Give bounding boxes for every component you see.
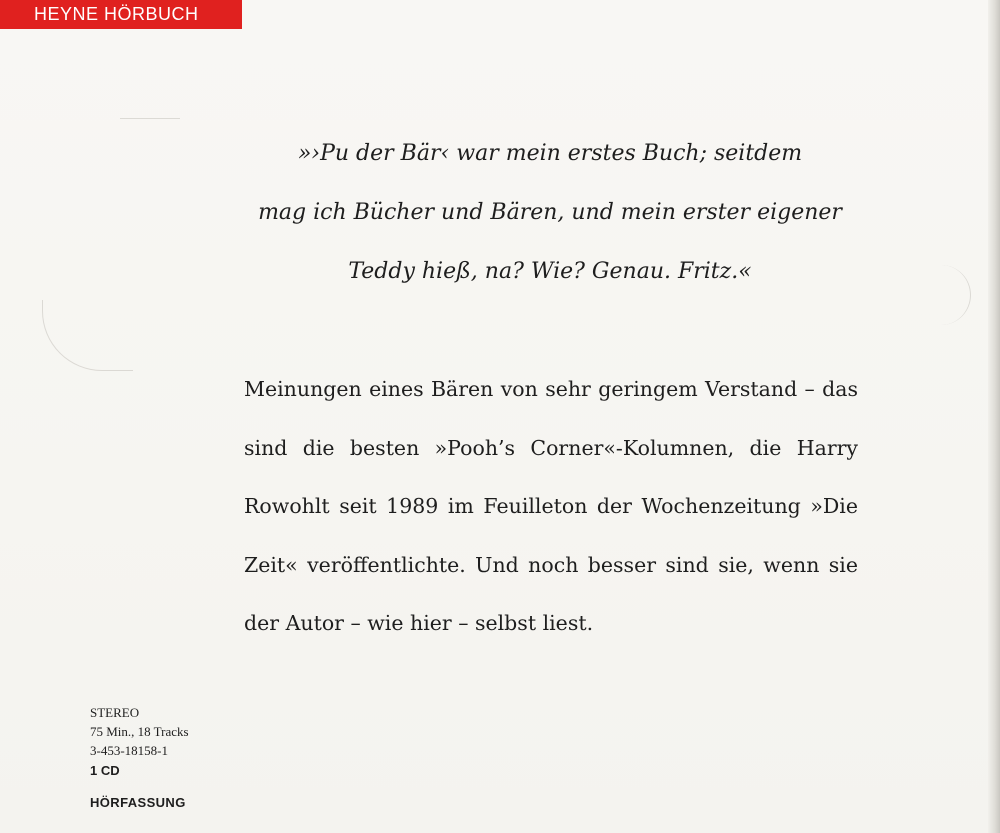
paper-scuff bbox=[120, 118, 180, 120]
isbn: 3-453-18158-1 bbox=[90, 743, 168, 758]
product-info bbox=[90, 703, 189, 812]
duration-tracks: 75 Min., 18 Tracks bbox=[90, 724, 189, 739]
blurb-text bbox=[244, 360, 858, 653]
blurb-line: Meinungen eines Bären von sehr geringem Verstand – das bbox=[244, 377, 858, 401]
disc-count: 1 CD bbox=[90, 763, 120, 778]
quote-line: mag ich Bücher und Bären, und mein erster eigener bbox=[258, 200, 842, 225]
publisher-badge: HEYNE HÖRBUCH bbox=[0, 0, 242, 29]
paper-scuff bbox=[42, 300, 133, 371]
blurb-line: Rowohlt seit 1989 im Feuilleton der Wochenzeitung »Die bbox=[244, 494, 858, 518]
blurb-line: der Autor – wie hier – selbst liest. bbox=[244, 611, 594, 635]
quote-line: »›Pu der Bär‹ war mein erstes Buch; seitdem bbox=[297, 141, 803, 166]
quote-line: Teddy hieß, na? Wie? Genau. Fritz.« bbox=[348, 259, 752, 284]
blurb-line: sind die besten »Pooh’s Corner«-Kolumnen, die Harry bbox=[244, 435, 858, 460]
case-edge bbox=[988, 0, 1000, 833]
edition-format: HÖRFASSUNG bbox=[90, 795, 186, 810]
author-quote bbox=[225, 124, 875, 301]
blurb-line: Zeit« veröffentlichte. Und noch besser sind sie, wenn sie bbox=[244, 552, 858, 577]
paper-scuff bbox=[930, 265, 971, 325]
audio-format: STEREO bbox=[90, 705, 140, 720]
